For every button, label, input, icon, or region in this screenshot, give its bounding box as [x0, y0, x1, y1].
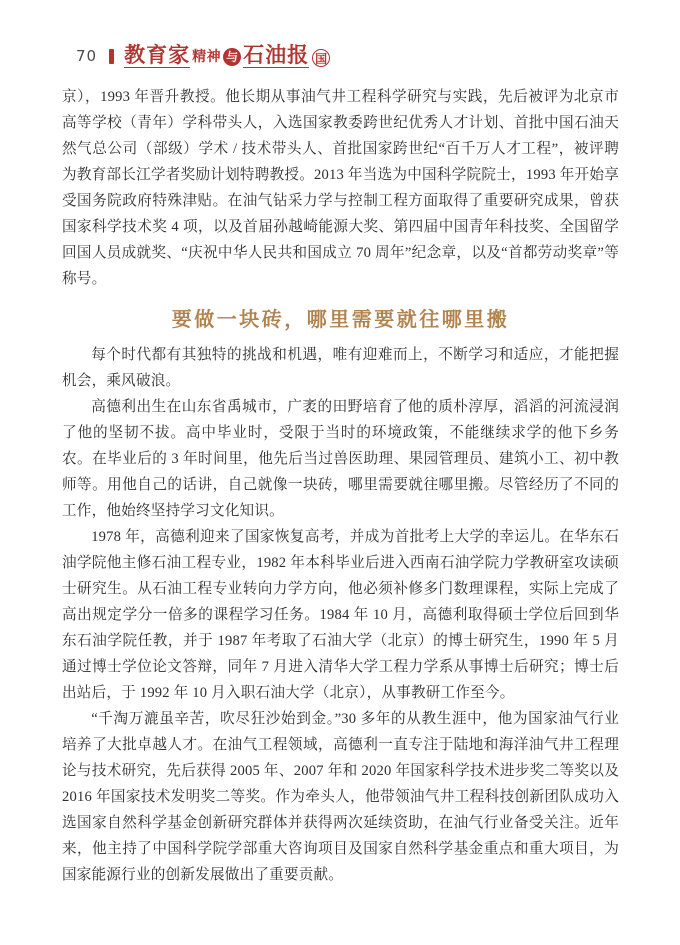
book-title-logo — [124, 44, 330, 68]
logo-circle-and-icon: 与 — [223, 48, 241, 66]
section-heading: 要做一块砖，哪里需要就往哪里搬 — [171, 307, 510, 331]
logo-text-petroleum: 石油报 — [243, 43, 310, 67]
page-body — [62, 84, 619, 888]
paragraph: 1978 年，高德利迎来了国家恢复高考，并成为首批考上大学的幸运儿。在华东石油学院他主修石油工程专业，1982 年本科毕业后进入西南石油学院力学教研室攻读硕士研究生。从石油工程专业转向力学方向，他必须补修多门数理课程，实际上完成了高出规定学分一倍多的课程学习任务。1984 年 10 月，高德利取得硕士学位后回到华东石油学院任教，并于 1987 年考取了石油大学（北京）的博士研究生，1990 年 5 月通过博士学位论文答辩，同年 7 月进入清华大学工程力学系从事博士后研究；博士后出站后，于 1992 年 10 月入职石油大学（北京），从事教研工作至今。 — [62, 529, 619, 701]
logo-circle-country-icon: 国 — [312, 49, 330, 67]
logo-text-educator: 教育家 — [124, 43, 191, 67]
paragraph: “千淘万漉虽辛苦，吹尽狂沙始到金。”30 多年的从教生涯中，他为国家油气行业培养了大批卓越人才。在油气工程领域，高德利一直专注于陆地和海洋油气井工程理论与技术研究，先后获得 2005 年、2007 年和 2020 年国家科学技术进步奖二等奖以及 2016 年国家技术发明奖二等奖。作为牵头人，他带领油气井工程科技创新团队成功入选国家自然科学基金创新研究群体并获得两次延续资助，在油气行业备受关注。近年来，他主持了中国科学院学部重大咨询项目及国家自然科学基金重点和重大项目，为国家能源行业的创新发展做出了重要贡献。 — [62, 711, 619, 883]
paragraph: 京），1993 年晋升教授。他长期从事油气井工程科学研究与实践，先后被评为北京市高等学校（青年）学科带头人，入选国家教委跨世纪优秀人才计划、首批中国石油天然气总公司（部级）学术 / 技术带头人、首批国家跨世纪“百千万人才工程”，被评聘为教育部长江学者奖励计划特聘教授。2013 年当选为中国科学院院士，1993 年开始享受国务院政府特殊津贴。在油气钻采力学与控制工程方面取得了重要研究成果，曾获国家科学技术奖 4 项，以及首届孙越崎能源大奖、第四届中国青年科技奖、全国留学回国人员成就奖、“庆祝中华人民共和国成立 70 周年”纪念章，以及“首都劳动奖章”等称号。 — [62, 89, 620, 287]
page-header — [76, 42, 330, 70]
header-divider-bar — [109, 49, 114, 64]
logo-text-spirit: 精神 — [192, 50, 222, 65]
paragraph: 高德利出生在山东省禹城市，广袤的田野培育了他的质朴淳厚，滔滔的河流浸润了他的坚韧不拔。高中毕业时，受限于当时的环境政策，不能继续求学的他下乡务农。在毕业后的 3 年时间里，他先后当过兽医助理、果园管理员、建筑小工、初中教师等。用他自己的话讲，自己就像一块砖，哪里需要就往哪里搬。尽管经历了不同的工作，他始终坚持学习文化知识。 — [62, 399, 619, 519]
page-number: 70 — [76, 47, 98, 65]
paragraph: 每个时代都有其独特的挑战和机遇，唯有迎难而上，不断学习和适应，才能把握机会，乘风破浪。 — [62, 347, 619, 389]
